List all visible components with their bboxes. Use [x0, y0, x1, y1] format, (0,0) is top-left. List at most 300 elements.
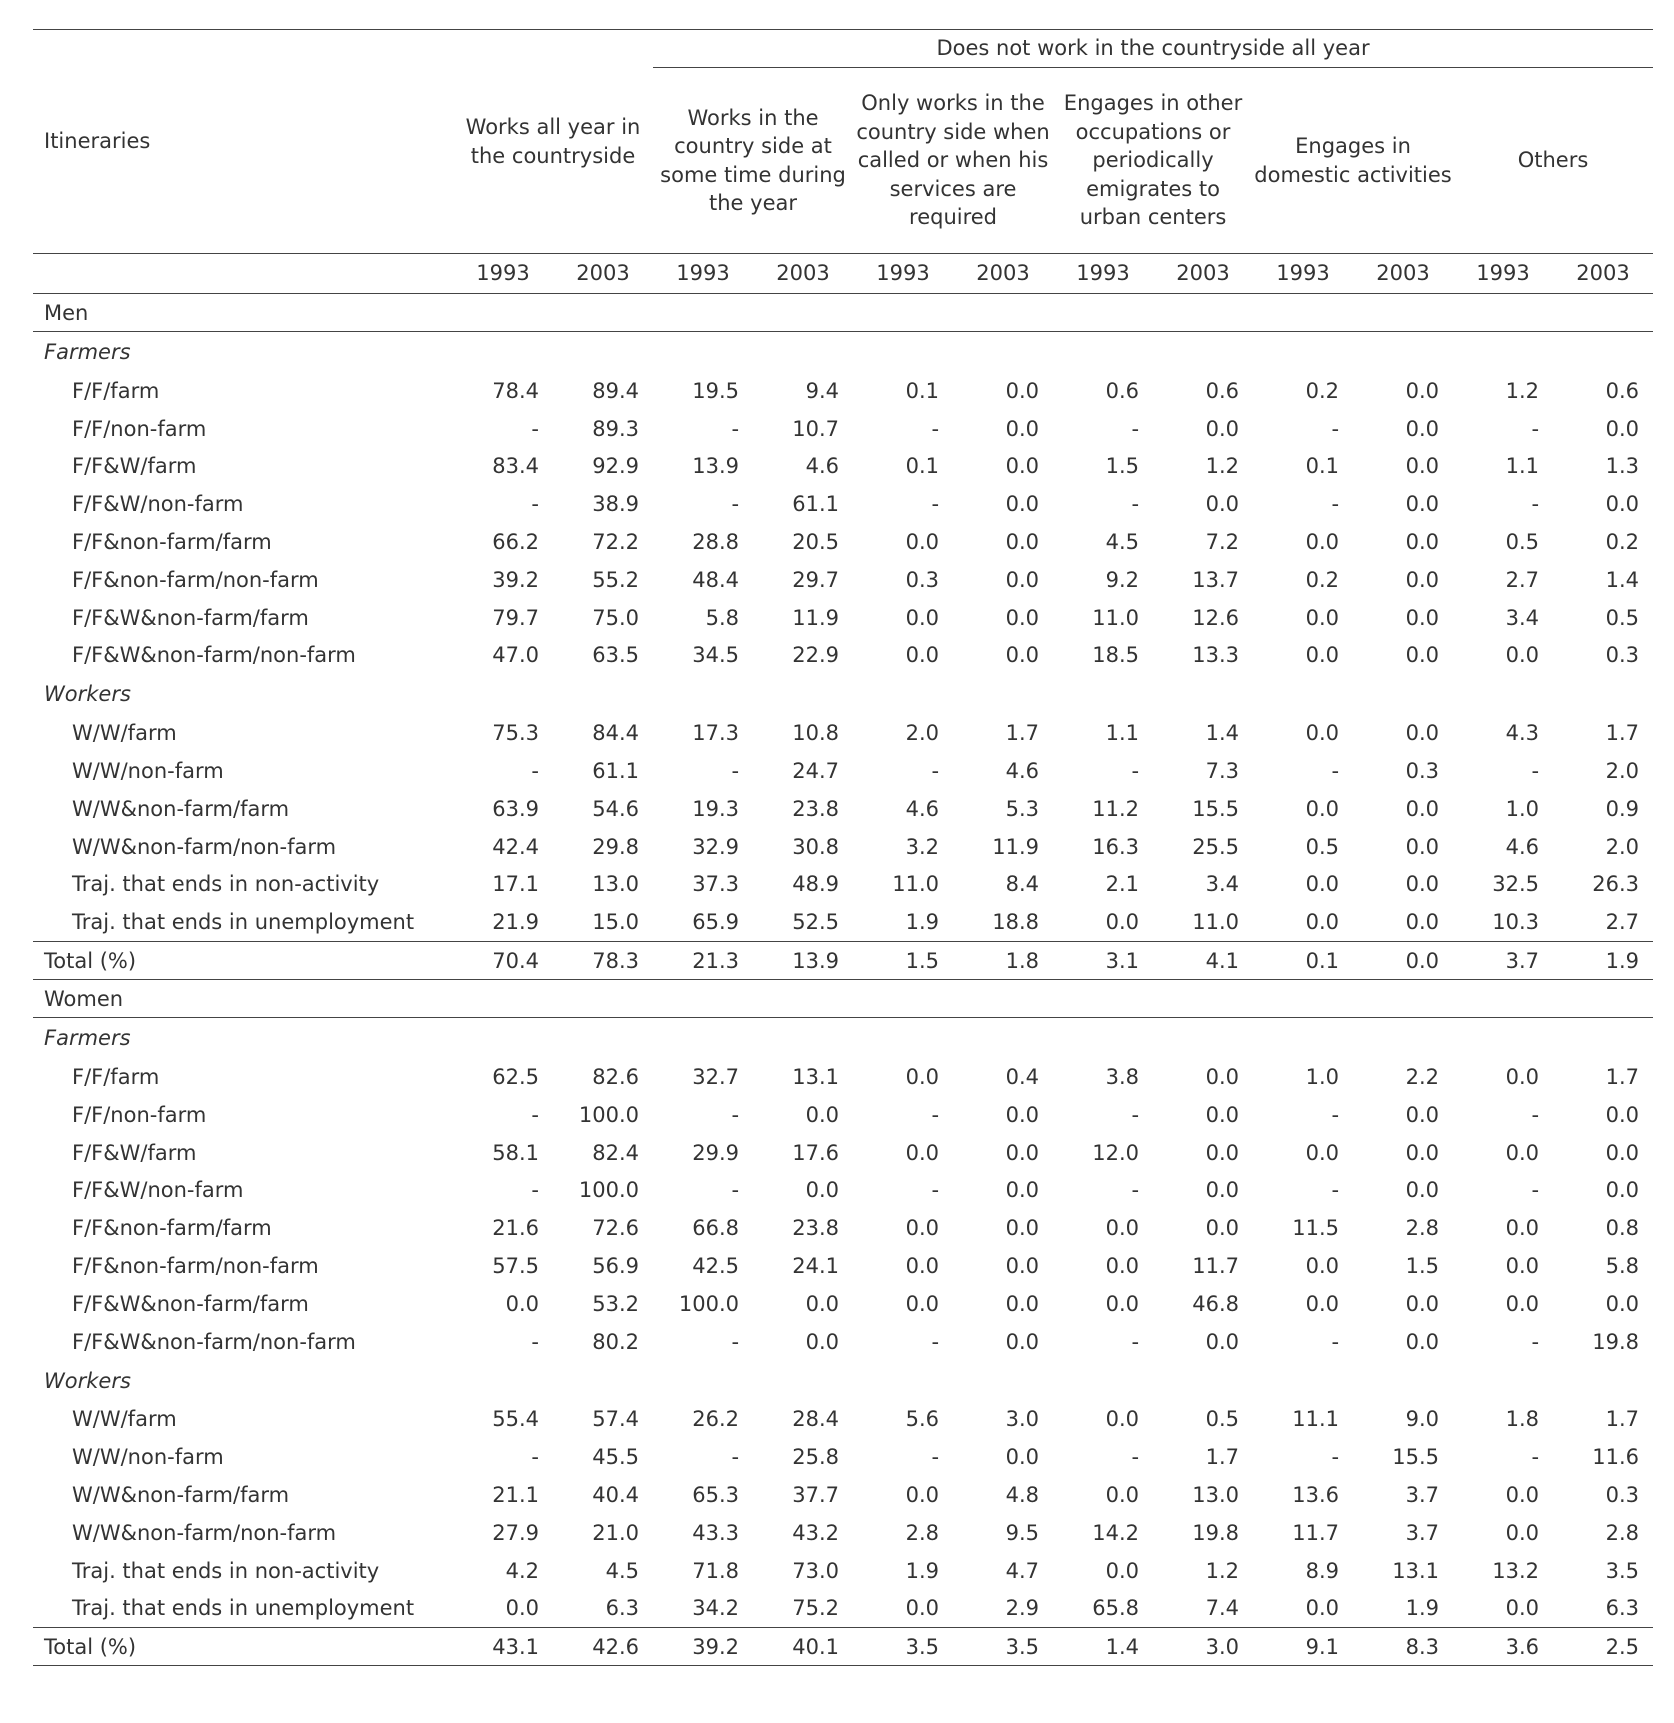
table-row [33, 1134, 1653, 1172]
cell-value: - [1531, 1102, 1540, 1127]
table-row [33, 485, 1653, 523]
cell-value: - [1331, 759, 1340, 784]
cell-value: 2.0 [1605, 759, 1640, 784]
group-header-does-not-work: Does not work in the countryside all year [653, 30, 1653, 68]
itineraries-header: Itineraries [33, 30, 453, 254]
cell-value: 21.1 [492, 1483, 539, 1508]
row-label: F/F&W/non-farm [72, 1178, 244, 1203]
cell-value: 34.5 [692, 643, 740, 668]
cell-value: 46.8 [1192, 1291, 1240, 1316]
cell-value: 1.5 [1405, 1254, 1440, 1279]
cell-value: 1.2 [1205, 1558, 1240, 1583]
cell-value: 0.0 [1405, 872, 1440, 897]
cell-value: 9.4 [805, 378, 840, 403]
cell-value: 0.0 [1405, 834, 1440, 859]
cell-value: 21.6 [492, 1216, 539, 1241]
group-row [33, 674, 1653, 714]
row-label: W/W&non-farm/farm [72, 796, 290, 821]
group-label: Workers [44, 682, 131, 707]
cell-value: 0.0 [1305, 1140, 1340, 1165]
cell-value: 11.7 [1192, 1254, 1240, 1279]
table-row [33, 637, 1653, 675]
cell-value: 2.7 [1605, 910, 1640, 935]
cell-value: 66.2 [492, 530, 539, 555]
cell-value: 13.0 [1192, 1483, 1240, 1508]
row-label: W/W/non-farm [72, 1445, 224, 1470]
cell-value: 4.6 [1505, 834, 1540, 859]
cell-value: 0.0 [1205, 1102, 1240, 1127]
cell-value: 1.7 [1605, 721, 1640, 746]
cell-value: 0.0 [1305, 796, 1340, 821]
group-label: Workers [44, 1368, 131, 1393]
row-label: W/W&non-farm/non-farm [72, 1520, 337, 1545]
cell-value: 1.5 [1105, 454, 1140, 479]
cell-value: 0.2 [1605, 530, 1640, 555]
cell-value: 32.9 [692, 834, 740, 859]
table-row [33, 903, 1653, 941]
cell-value: 0.0 [1005, 530, 1040, 555]
group-label: Farmers [44, 1026, 131, 1051]
cell-value: 0.0 [1405, 378, 1440, 403]
cell-value: 0.0 [1505, 1596, 1540, 1621]
cell-value: - [931, 1102, 940, 1127]
row-label: F/F&W/farm [72, 454, 197, 479]
cell-value: 0.5 [1605, 605, 1640, 630]
cell-value: 18.8 [992, 910, 1040, 935]
row-label: F/F&W&non-farm/non-farm [72, 1329, 356, 1354]
cell-value: 2.8 [905, 1520, 940, 1545]
cell-value: 20.5 [792, 530, 840, 555]
cell-value: 11.7 [1292, 1520, 1340, 1545]
cell-value: 11.1 [1292, 1407, 1340, 1432]
cell-value: 23.8 [792, 1216, 840, 1241]
table-row [33, 1476, 1653, 1514]
year-header: 1993 [453, 254, 553, 294]
year-header: 2003 [1353, 254, 1453, 294]
cell-value: 0.6 [1605, 378, 1640, 403]
total-row [33, 1628, 1653, 1666]
cell-value: 29.9 [692, 1140, 740, 1165]
cell-value: 0.0 [1405, 1329, 1440, 1354]
cell-value: - [931, 1178, 940, 1203]
cell-value: 2.8 [1605, 1520, 1640, 1545]
cell-value: 4.8 [1005, 1483, 1040, 1508]
cell-value: 10.7 [792, 416, 840, 441]
cell-value: 0.0 [1105, 1254, 1140, 1279]
table-row [33, 790, 1653, 828]
cell-value: - [531, 416, 539, 441]
cell-value: 23.8 [792, 796, 840, 821]
year-header: 2003 [953, 254, 1053, 294]
total-value: 3.5 [953, 1628, 1053, 1666]
cell-value: 10.8 [792, 721, 840, 746]
cell-value: 24.1 [792, 1254, 840, 1279]
cell-value: 79.7 [492, 605, 539, 630]
cell-value: 0.0 [905, 1140, 940, 1165]
cell-value: 0.4 [1005, 1065, 1040, 1090]
cell-value: - [731, 1329, 740, 1354]
cell-value: 89.4 [592, 378, 640, 403]
cell-value: 13.2 [1492, 1558, 1540, 1583]
table-row [33, 1172, 1653, 1210]
cell-value: 0.0 [805, 1291, 840, 1316]
total-value: 1.5 [853, 942, 953, 980]
cell-value: 0.0 [505, 1596, 539, 1621]
cell-value: 1.0 [1505, 796, 1540, 821]
cell-value: 0.0 [1605, 492, 1640, 517]
row-label: F/F&W/farm [72, 1140, 197, 1165]
table-body [33, 294, 1653, 1666]
year-header: 2003 [1553, 254, 1653, 294]
table-row [33, 1438, 1653, 1476]
cell-value: 19.5 [692, 378, 740, 403]
cell-value: 4.2 [505, 1558, 539, 1583]
cell-value: 0.1 [1305, 454, 1340, 479]
cell-value: 21.9 [492, 910, 539, 935]
cell-value: 1.1 [1505, 454, 1540, 479]
group-label: Farmers [44, 340, 131, 364]
cell-value: 56.9 [592, 1254, 640, 1279]
cell-value: 0.0 [1305, 910, 1340, 935]
total-value: 39.2 [653, 1628, 753, 1666]
cell-value: 0.0 [1305, 872, 1340, 897]
cell-value: 0.0 [1605, 1102, 1640, 1127]
cell-value: 54.6 [592, 796, 640, 821]
cell-value: 1.3 [1605, 454, 1640, 479]
cell-value: 0.0 [1405, 1291, 1440, 1316]
total-value: 0.0 [1353, 942, 1453, 980]
cell-value: 57.4 [592, 1407, 640, 1432]
cell-value: 0.0 [1005, 1445, 1040, 1470]
cell-value: 1.1 [1105, 721, 1140, 746]
cell-value: 0.0 [1405, 567, 1440, 592]
cell-value: 6.3 [1605, 1596, 1640, 1621]
cell-value: - [1331, 1329, 1340, 1354]
cell-value: - [1331, 416, 1340, 441]
cell-value: 4.6 [805, 454, 840, 479]
cell-value: 0.0 [1005, 1102, 1040, 1127]
cell-value: 13.3 [1192, 643, 1240, 668]
cell-value: 89.3 [592, 416, 640, 441]
cell-value: 10.3 [1492, 910, 1540, 935]
cell-value: 11.6 [1592, 1445, 1640, 1470]
cell-value: 0.5 [1205, 1407, 1240, 1432]
cell-value: 0.0 [905, 643, 940, 668]
table-row [33, 1401, 1653, 1439]
total-label: Total (%) [33, 942, 453, 980]
cell-value: 0.0 [1505, 1216, 1540, 1241]
cell-value: 0.0 [905, 1291, 940, 1316]
cell-value: 6.3 [605, 1596, 640, 1621]
table-row [33, 448, 1653, 486]
cell-value: 3.4 [1205, 872, 1240, 897]
cell-value: 19.8 [1192, 1520, 1240, 1545]
cell-value: - [1531, 1329, 1540, 1354]
section-label: Men [33, 294, 1653, 332]
cell-value: - [531, 1178, 539, 1203]
cell-value: 0.0 [1105, 1558, 1140, 1583]
cell-value: 4.7 [1005, 1558, 1040, 1583]
row-label: Traj. that ends in non-activity [72, 1558, 380, 1583]
cell-value: 1.4 [1205, 721, 1240, 746]
cell-value: 62.5 [492, 1065, 539, 1090]
cell-value: 13.6 [1292, 1483, 1340, 1508]
col-header-others: Others [1517, 148, 1589, 173]
cell-value: 0.0 [1105, 1407, 1140, 1432]
cell-value: 0.9 [1605, 796, 1640, 821]
cell-value: 0.0 [1405, 643, 1440, 668]
cell-value: 7.3 [1205, 759, 1240, 784]
row-label: F/F/non-farm [72, 416, 207, 441]
total-value: 70.4 [453, 942, 553, 980]
cell-value: 0.0 [505, 1291, 539, 1316]
cell-value: - [931, 492, 940, 517]
cell-value: 3.4 [1505, 605, 1540, 630]
cell-value: 0.0 [1205, 1178, 1240, 1203]
total-label: Total (%) [33, 1628, 453, 1666]
cell-value: 14.2 [1092, 1520, 1140, 1545]
cell-value: 0.0 [1405, 1140, 1440, 1165]
cell-value: 0.0 [1405, 605, 1440, 630]
cell-value: 8.4 [1005, 872, 1040, 897]
cell-value: 65.3 [692, 1483, 740, 1508]
cell-value: 27.9 [492, 1520, 539, 1545]
cell-value: 19.3 [692, 796, 740, 821]
cell-value: - [731, 759, 740, 784]
cell-value: 29.7 [792, 567, 840, 592]
table-row [33, 866, 1653, 904]
table-row [33, 1590, 1653, 1628]
cell-value: 1.9 [1405, 1596, 1440, 1621]
total-value: 3.0 [1153, 1628, 1253, 1666]
cell-value: 75.3 [492, 721, 539, 746]
cell-value: 0.1 [905, 378, 940, 403]
cell-value: 63.9 [492, 796, 539, 821]
row-label: W/W/farm [72, 1407, 177, 1432]
cell-value: - [1331, 1445, 1340, 1470]
table-row [33, 1209, 1653, 1247]
cell-value: 0.0 [805, 1329, 840, 1354]
cell-value: 65.9 [692, 910, 740, 935]
cell-value: 2.8 [1405, 1216, 1440, 1241]
cell-value: 0.3 [1605, 643, 1640, 668]
cell-value: - [1131, 492, 1140, 517]
row-label: F/F&W&non-farm/non-farm [72, 643, 356, 668]
cell-value: 18.5 [1092, 643, 1140, 668]
cell-value: 0.3 [1605, 1483, 1640, 1508]
cell-value: 0.0 [1305, 643, 1340, 668]
row-label: F/F/non-farm [72, 1102, 207, 1127]
col-header-other-occupations: Engages in other occupations or periodically emigrates to urban centers [1063, 91, 1243, 230]
row-label: W/W/non-farm [72, 759, 224, 784]
cell-value: 4.6 [905, 796, 940, 821]
group-row [33, 1018, 1653, 1059]
cell-value: - [1131, 1329, 1140, 1354]
cell-value: 47.0 [492, 643, 539, 668]
table-row [33, 599, 1653, 637]
cell-value: 11.5 [1292, 1216, 1340, 1241]
cell-value: - [1531, 416, 1540, 441]
cell-value: 45.5 [592, 1445, 640, 1470]
cell-value: - [1131, 1445, 1140, 1470]
year-header: 1993 [1053, 254, 1153, 294]
cell-value: 0.0 [1005, 1140, 1040, 1165]
cell-value: 42.5 [692, 1254, 740, 1279]
cell-value: 1.4 [1605, 567, 1640, 592]
cell-value: 0.0 [1505, 1291, 1540, 1316]
year-header: 1993 [1253, 254, 1353, 294]
row-label: Traj. that ends in unemployment [72, 1596, 415, 1621]
cell-value: 0.1 [905, 454, 940, 479]
cell-value: - [531, 1445, 539, 1470]
cell-value: 0.3 [905, 567, 940, 592]
cell-value: 75.0 [592, 605, 640, 630]
cell-value: 0.0 [1305, 1254, 1340, 1279]
total-value: 3.1 [1053, 942, 1153, 980]
cell-value: - [1131, 1178, 1140, 1203]
cell-value: 13.1 [1392, 1558, 1440, 1583]
cell-value: 0.5 [1505, 530, 1540, 555]
cell-value: 1.2 [1505, 378, 1540, 403]
cell-value: 0.0 [1405, 530, 1440, 555]
cell-value: 0.0 [1505, 1520, 1540, 1545]
cell-value: 0.0 [905, 605, 940, 630]
cell-value: 0.0 [1405, 910, 1440, 935]
itineraries-table [33, 29, 1653, 1666]
cell-value: 3.0 [1005, 1407, 1040, 1432]
cell-value: 11.9 [992, 834, 1040, 859]
cell-value: 17.1 [492, 872, 539, 897]
cell-value: 100.0 [678, 1291, 740, 1316]
cell-value: 9.0 [1405, 1407, 1440, 1432]
col-header-domestic: Engages in domestic activities [1254, 134, 1452, 187]
cell-value: 25.5 [1192, 834, 1240, 859]
cell-value: 28.4 [792, 1407, 840, 1432]
cell-value: 0.0 [1605, 1178, 1640, 1203]
cell-value: 0.0 [905, 1483, 940, 1508]
cell-value: - [1531, 759, 1540, 784]
cell-value: - [731, 1445, 740, 1470]
cell-value: 0.0 [1205, 1216, 1240, 1241]
cell-value: 80.2 [592, 1329, 640, 1354]
cell-value: - [1131, 1102, 1140, 1127]
cell-value: 4.5 [605, 1558, 640, 1583]
total-value: 1.8 [953, 942, 1053, 980]
table-row [33, 1058, 1653, 1096]
cell-value: 61.1 [792, 492, 840, 517]
cell-value: 1.9 [905, 1558, 940, 1583]
cell-value: 0.0 [905, 1065, 940, 1090]
cell-value: 63.5 [592, 643, 640, 668]
cell-value: 0.0 [1405, 454, 1440, 479]
cell-value: 0.0 [1505, 643, 1540, 668]
table-row [33, 828, 1653, 866]
cell-value: 38.9 [592, 492, 640, 517]
cell-value: - [731, 492, 740, 517]
cell-value: 0.3 [1405, 759, 1440, 784]
row-label: F/F&W&non-farm/farm [72, 605, 309, 630]
cell-value: 40.4 [592, 1483, 640, 1508]
cell-value: 2.2 [1405, 1065, 1440, 1090]
cell-value: - [1331, 492, 1340, 517]
cell-value: 48.9 [792, 872, 840, 897]
cell-value: 3.2 [905, 834, 940, 859]
cell-value: 53.2 [592, 1291, 640, 1316]
cell-value: 0.0 [905, 1596, 940, 1621]
cell-value: 39.2 [492, 567, 539, 592]
cell-value: 78.4 [492, 378, 539, 403]
cell-value: 1.2 [1205, 454, 1240, 479]
total-value: 8.3 [1353, 1628, 1453, 1666]
section-label: Women [33, 980, 1653, 1018]
cell-value: 5.8 [705, 605, 740, 630]
cell-value: 0.0 [1505, 1065, 1540, 1090]
cell-value: 16.3 [1092, 834, 1140, 859]
cell-value: 2.9 [1005, 1596, 1040, 1621]
cell-value: 61.1 [592, 759, 640, 784]
cell-value: 0.6 [1205, 378, 1240, 403]
cell-value: - [1531, 1445, 1540, 1470]
cell-value: 75.2 [792, 1596, 840, 1621]
cell-value: 13.0 [592, 872, 640, 897]
cell-value: 0.5 [1305, 834, 1340, 859]
cell-value: 0.2 [1305, 378, 1340, 403]
cell-value: - [731, 1102, 740, 1127]
cell-value: 5.8 [1605, 1254, 1640, 1279]
row-label: F/F&non-farm/non-farm [72, 567, 319, 592]
cell-value: 0.0 [1305, 530, 1340, 555]
cell-value: 0.0 [1205, 1065, 1240, 1090]
cell-value: 19.8 [1592, 1329, 1640, 1354]
total-value: 43.1 [453, 1628, 553, 1666]
cell-value: 0.0 [1005, 1291, 1040, 1316]
row-label: W/W/farm [72, 721, 177, 746]
year-header: 1993 [853, 254, 953, 294]
cell-value: - [1531, 1178, 1540, 1203]
cell-value: 71.8 [692, 1558, 740, 1583]
cell-value: 11.0 [1192, 910, 1240, 935]
col-header-works-some-time: Works in the country side at some time during the year [660, 105, 846, 215]
cell-value: 92.9 [592, 454, 640, 479]
cell-value: 1.8 [1505, 1407, 1540, 1432]
cell-value: 73.0 [792, 1558, 840, 1583]
table-row [33, 561, 1653, 599]
cell-value: 3.7 [1405, 1483, 1440, 1508]
year-header: 1993 [653, 254, 753, 294]
col-header-works-all-year: Works all year in the countryside [453, 30, 653, 254]
table-row [33, 523, 1653, 561]
cell-value: 13.7 [1192, 567, 1240, 592]
cell-value: 12.0 [1092, 1140, 1140, 1165]
year-header: 1993 [1453, 254, 1553, 294]
cell-value: 1.7 [1605, 1407, 1640, 1432]
cell-value: 0.0 [1605, 416, 1640, 441]
cell-value: 83.4 [492, 454, 539, 479]
cell-value: - [531, 492, 539, 517]
cell-value: 48.4 [692, 567, 740, 592]
cell-value: 17.6 [792, 1140, 840, 1165]
cell-value: 82.6 [592, 1065, 640, 1090]
cell-value: 0.0 [1105, 1483, 1140, 1508]
cell-value: 0.0 [1005, 492, 1040, 517]
total-value: 2.5 [1553, 1628, 1653, 1666]
year-header: 2003 [753, 254, 853, 294]
cell-value: 0.0 [1405, 416, 1440, 441]
cell-value: 5.3 [1005, 796, 1040, 821]
cell-value: 0.0 [1205, 1329, 1240, 1354]
total-value: 13.9 [753, 942, 853, 980]
total-value: 78.3 [553, 942, 653, 980]
